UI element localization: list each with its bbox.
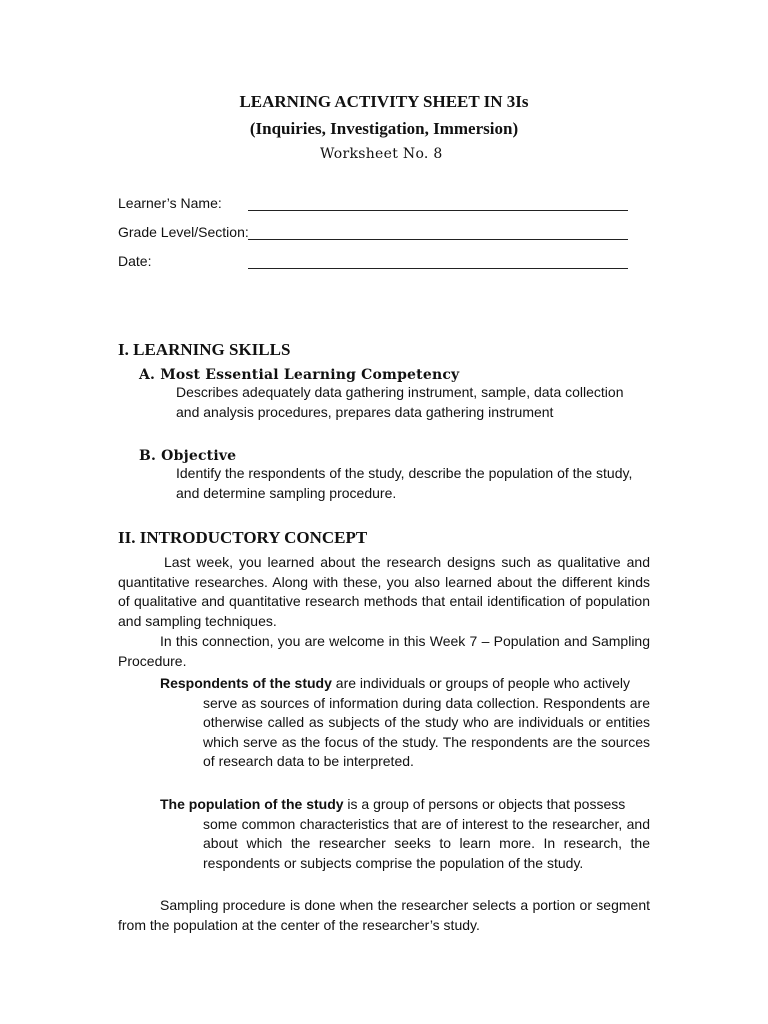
date-label: Date: (118, 253, 152, 269)
intro-paragraph-2: In this connection, you are welcome in this Week 7 – Population and Sampling Procedure. (118, 633, 650, 669)
population-rest: some common characteristics that are of interest to the researcher, and about which the researcher seeks to learn more. In research, the respondents or subjects comprise the population of the study. (203, 815, 650, 871)
competency-line-1: Describes adequately data gathering instrument, sample, data collection (176, 384, 624, 400)
date-line (248, 267, 628, 269)
grade-section-label: Grade Level/Section: (118, 224, 249, 240)
population-term: The population of the study (160, 796, 344, 812)
section-1-heading: I. LEARNING SKILLS (118, 340, 291, 359)
objective-heading: B. Objective (139, 448, 237, 464)
learner-name-line (248, 209, 628, 211)
learner-name-label: Learner’s Name: (118, 195, 222, 211)
objective-line-2: and determine sampling procedure. (176, 485, 397, 501)
respondents-first-line: are individuals or groups of people who actively (331, 675, 630, 691)
document-subtitle: (Inquiries, Investigation, Immersion) (249, 119, 519, 138)
competency-heading: A. Most Essential Learning Competency (139, 367, 460, 383)
competency-line-2: and analysis procedures, prepares data gathering instrument (176, 404, 554, 420)
respondents-rest: serve as sources of information during data collection. Respondents are otherwise called as subjects of the study who are individuals or entities which serve as the focus of the study. The respondents are the sources of research data to be interpreted. (203, 694, 650, 769)
document-title: LEARNING ACTIVITY SHEET IN 3Is (239, 92, 529, 111)
objective-line-1: Identify the respondents of the study, describe the population of the study, (176, 465, 633, 481)
sampling-paragraph: Sampling procedure is done when the researcher selects a portion or segment from the population at the center of the researcher’s study. (118, 897, 650, 933)
population-definition (160, 795, 650, 873)
population-first-line: is a group of persons or objects that possess (343, 796, 626, 812)
respondents-term: Respondents of the study (160, 675, 332, 691)
respondents-definition (160, 674, 650, 772)
intro-paragraph-1: Last week, you learned about the research designs such as qualitative and quantitative researches. Along with these, you also learned about the different kinds of qualitative and quantitative research methods that entail identification of population and sampling techniques. (118, 554, 650, 629)
section-2-heading: II. INTRODUCTORY CONCEPT (118, 528, 368, 547)
grade-section-line (248, 238, 628, 240)
worksheet-number: Worksheet No. 8 (320, 146, 443, 162)
